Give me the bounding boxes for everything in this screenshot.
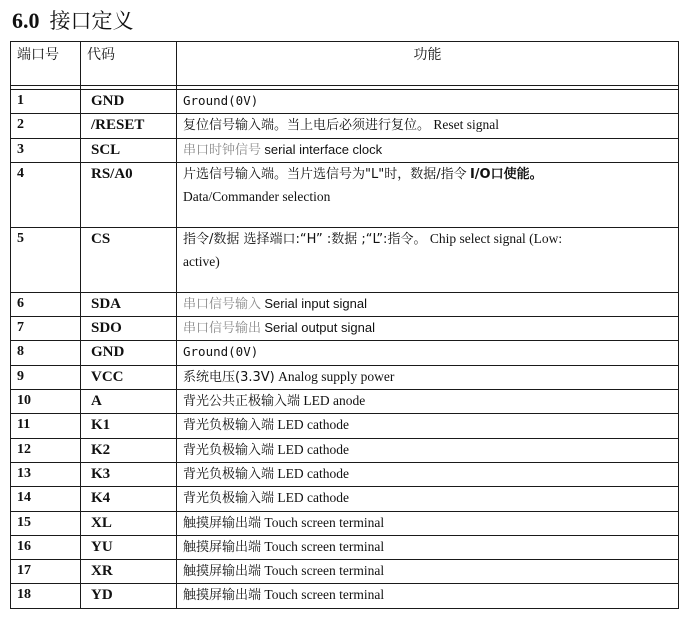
pin-number: 7 [11,317,81,341]
function-text-cn: 背光负极输入端 [183,418,275,434]
table-row [11,365,679,389]
table-row [11,560,679,584]
pin-function [177,162,679,227]
pin-code: SDO [81,317,177,341]
pin-function [177,511,679,535]
pin-code: K1 [81,414,177,438]
pin-function [177,560,679,584]
function-text-en: Serial input signal [264,295,368,311]
pin-function [177,462,679,486]
function-text-cn: 触摸屏输出端 [183,588,262,604]
header-pin: 端口号 [11,42,81,86]
pin-number: 18 [11,584,81,608]
function-text-cn: 指令/数据 选择端口:“H” :数据 ;“L”:指令。 [183,231,427,247]
pin-number: 6 [11,292,81,316]
function-text-cn: 触摸屏输出端 [183,515,262,531]
pin-code: K4 [81,487,177,511]
pin-function [177,114,679,138]
function-text-cn: 片选信号输入端。当片选信号为"L"时，数据/指令 [183,166,467,182]
function-text-en: Touch screen terminal [264,514,385,530]
function-text-en: serial interface clock [264,141,383,157]
pin-function [177,584,679,608]
pin-function [177,90,679,114]
pin-code: K3 [81,462,177,486]
table-row [11,462,679,486]
function-text-en: LED cathode [277,465,349,481]
function-text-en: Reset signal [433,117,500,133]
interface-definition-table [10,41,679,609]
function-text-en: Touch screen terminal [264,538,385,554]
header-code: 代码 [81,42,177,86]
pin-function [177,414,679,438]
function-text-cn: 背光负极输入端 [183,466,275,482]
table-row [11,227,679,292]
function-text-cn: 复位信号输入端。当上电后必须进行复位。 [183,118,431,134]
function-text-en: Analog supply power [278,368,395,384]
function-text-en: Data/Commander selection [183,188,331,204]
pin-function [177,438,679,462]
function-text-en: Serial output signal [264,320,375,336]
pin-code: GND [81,341,177,365]
table-header-row [11,42,679,86]
function-text: Ground(0V) [183,93,259,108]
function-text-cn: 串口信号输出 [183,321,262,337]
function-text-en: Chip select signal (Low: [429,230,563,246]
table-row [11,292,679,316]
pin-number: 2 [11,114,81,138]
pin-function [177,487,679,511]
table-row [11,114,679,138]
pin-code: YD [81,584,177,608]
table-row [11,487,679,511]
function-text-cn: 串口信号输入 [183,296,262,312]
pin-code: K2 [81,438,177,462]
pin-number: 17 [11,560,81,584]
function-text: Ground(0V) [183,344,259,360]
pin-function [177,341,679,365]
function-text-en: LED cathode [277,441,349,457]
pin-code: SDA [81,292,177,316]
pin-number: 5 [11,227,81,292]
table-row [11,90,679,114]
function-text-en: Touch screen terminal [264,563,385,579]
table-row [11,414,679,438]
table-row [11,535,679,559]
pin-number: 10 [11,390,81,414]
function-text-en: LED cathode [277,417,349,433]
header-function: 功能 [177,42,679,86]
pin-number: 11 [11,414,81,438]
pin-function [177,292,679,316]
pin-code: SCL [81,138,177,162]
function-text-cn: 背光公共正极输入端 [183,394,301,410]
pin-function [177,365,679,389]
pin-number: 16 [11,535,81,559]
pin-function [177,138,679,162]
function-text-en: LED cathode [277,490,349,506]
function-text-en: Touch screen terminal [264,587,385,603]
pin-function [177,227,679,292]
function-text-cn: 背光负极输入端 [183,491,275,507]
table-row [11,511,679,535]
pin-code: A [81,390,177,414]
pin-number: 8 [11,341,81,365]
pin-code: GND [81,90,177,114]
pin-number: 4 [11,162,81,227]
table-row [11,138,679,162]
function-text-cn: 串口时钟信号 [183,142,262,158]
function-text-cn: 系统电压(3.3V) [183,369,275,385]
function-text-cn: 触摸屏输出端 [183,564,262,580]
section-number: 6.0 [12,8,40,33]
function-text-cn: 背光负极输入端 [183,442,275,458]
pin-number: 15 [11,511,81,535]
function-text-cn: 触摸屏输出端 [183,539,262,555]
section-heading [12,6,134,36]
pin-number: 13 [11,462,81,486]
pin-code: XL [81,511,177,535]
table-row [11,162,679,227]
pin-number: 12 [11,438,81,462]
pin-number: 9 [11,365,81,389]
pin-number: 14 [11,487,81,511]
pin-number: 3 [11,138,81,162]
function-text-en: LED anode [303,393,366,409]
table-row [11,584,679,608]
pin-code: /RESET [81,114,177,138]
function-text-io: I/O口使能。 [469,166,543,182]
table-row [11,317,679,341]
pin-code: VCC [81,365,177,389]
function-text-en-line2: active) [183,253,220,269]
pin-code: RS/A0 [81,162,177,227]
section-title: 接口定义 [49,9,134,33]
pin-function [177,390,679,414]
pin-code: XR [81,560,177,584]
table-row [11,390,679,414]
pin-function [177,535,679,559]
pin-code: YU [81,535,177,559]
pin-number: 1 [11,90,81,114]
pin-function [177,317,679,341]
table-row [11,341,679,365]
pin-code: CS [81,227,177,292]
table-row [11,438,679,462]
